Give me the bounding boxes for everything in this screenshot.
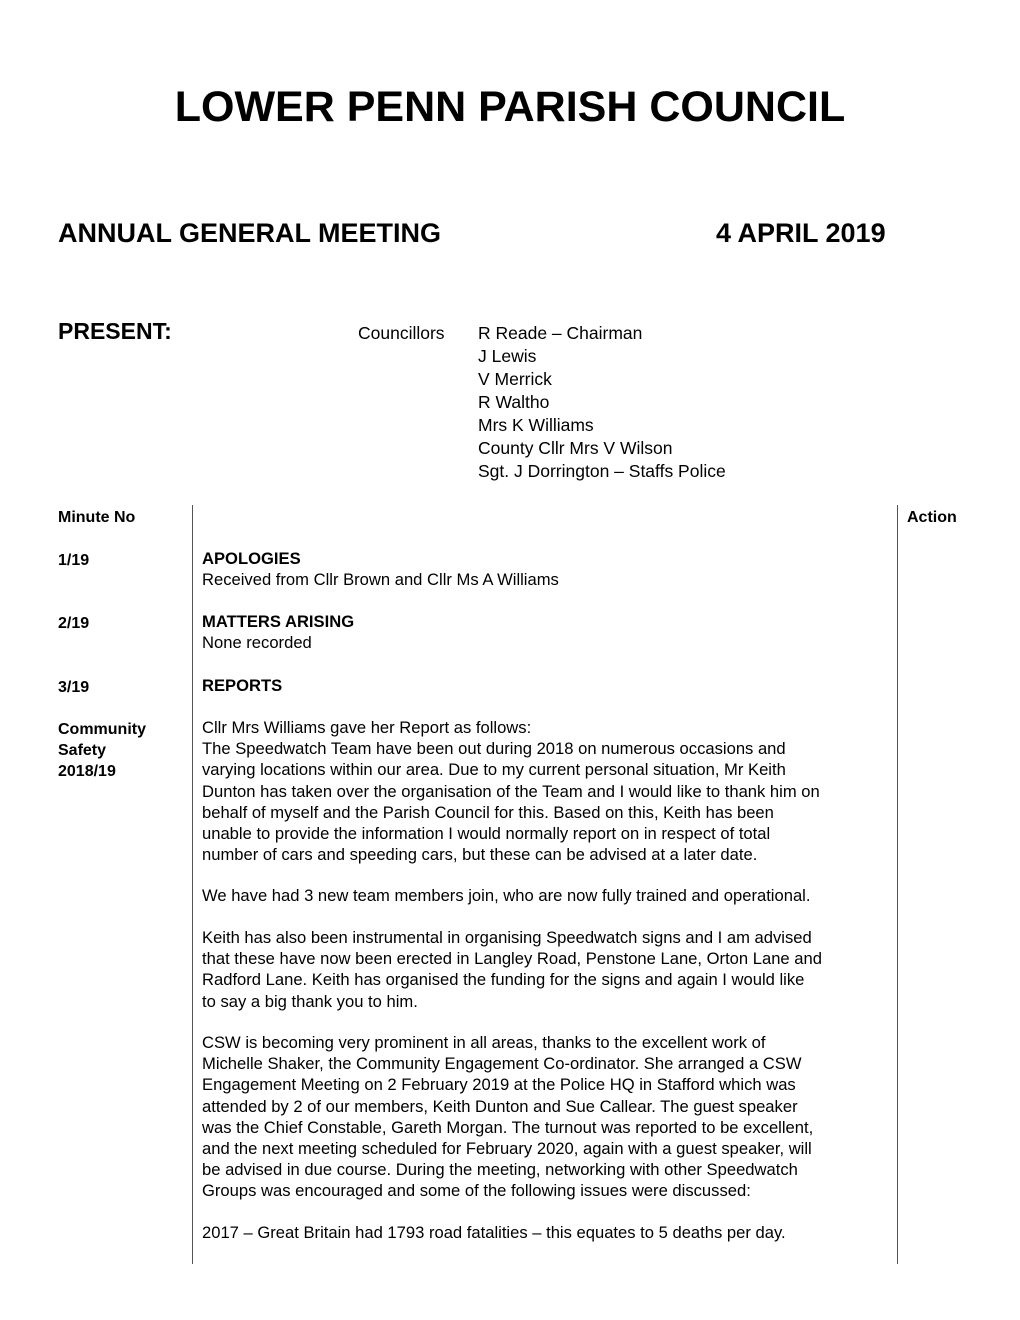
report-paragraph: 2017 – Great Britain had 1793 road fatalities – this equates to 5 deaths per day. — [202, 1223, 786, 1242]
council-title: LOWER PENN PARISH COUNCIL — [174, 83, 846, 131]
report-paragraph: We have had 3 new team members join, who are now fully trained and operational. — [202, 886, 811, 905]
minute-item-matters-arising — [202, 611, 892, 653]
report-paragraph: Keith has also been instrumental in organising Speedwatch signs and I am advised that these have now been erected in Langley Road, Penstone Lane, Orton Lane and Radford Lane. Keith has organised the funding for the signs and again I would like to say a big thank you to him. — [202, 928, 822, 1011]
item-text: None recorded — [202, 633, 312, 653]
attendee: J Lewis — [478, 346, 537, 366]
minute-number: 2/19 — [58, 615, 90, 632]
column-divider-right — [897, 505, 898, 1264]
minute-number: 3/19 — [58, 679, 90, 696]
minute-item-apologies — [202, 548, 892, 590]
minute-item-reports — [202, 675, 892, 696]
attendee: Mrs K Williams — [478, 415, 594, 435]
minute-no-header: Minute No — [58, 509, 136, 526]
attendee: V Merrick — [478, 369, 552, 389]
attendee: Sgt. J Dorrington – Staffs Police — [478, 461, 726, 481]
attendee: R Waltho — [478, 392, 550, 412]
report-paragraph: CSW is becoming very prominent in all areas, thanks to the excellent work of Michelle Shaker, the Community Engagement Co-ordinator. She arranged a CSW Engagement Meeting on 2 February 2019 at the Police HQ in Stafford which was attended by 2 of our members, Keith Dunton and Sue Callear. The guest speaker was the Chief Constable, Gareth Morgan. The turnout was reported to be excellent, and the next meeting scheduled for February 2020, again with a guest speaker, will be advised in due course. During the meeting, networking with other Speedwatch Groups was encouraged and some of the following issues were discussed: — [202, 1033, 814, 1201]
column-divider-left — [192, 505, 193, 1264]
item-heading: REPORTS — [202, 676, 283, 695]
attendee: County Cllr Mrs V Wilson — [478, 438, 673, 458]
present-label: PRESENT: — [58, 318, 172, 344]
councillors-label: Councillors — [358, 323, 445, 343]
minute-number: 1/19 — [58, 552, 90, 569]
report-paragraph: Cllr Mrs Williams gave her Report as follows: The Speedwatch Team have been out during 2018 on numerous occasions and varying locations within our area. Due to my current personal situation, Mr Keith Dunton has taken over the organisation of the Team and I would like to thank him on behalf of myself and the Parish Council for this. Based on this, Keith has been unable to provide the information I would normally report on in respect of total number of cars and speeding cars, but these can be advised at a later date. — [202, 718, 820, 865]
item-text: Received from Cllr Brown and Cllr Ms A Williams — [202, 570, 559, 590]
community-safety-label: Community Safety 2018/19 — [58, 721, 146, 780]
meeting-date: 4 APRIL 2019 — [716, 218, 886, 248]
meeting-title: ANNUAL GENERAL MEETING — [58, 218, 442, 248]
attendee-list — [478, 322, 726, 483]
item-heading: MATTERS ARISING — [202, 612, 355, 631]
item-heading: APOLOGIES — [202, 549, 301, 568]
attendee: R Reade – Chairman — [478, 323, 643, 343]
action-header: Action — [907, 509, 957, 526]
